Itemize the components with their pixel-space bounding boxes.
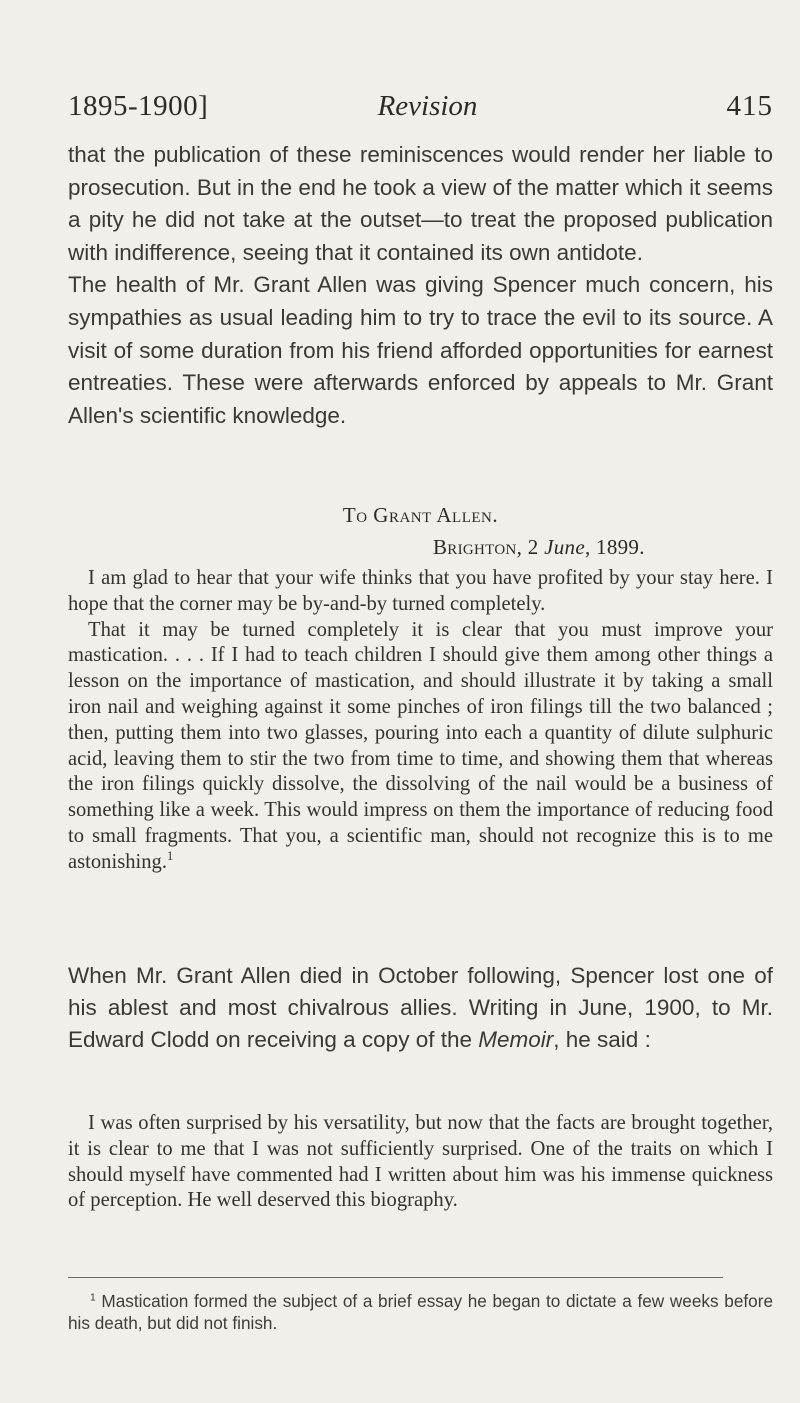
paragraph-text-before: When Mr. Grant Allen died in October following, Spencer lost one of his ablest and most chivalrous allies. Writing in June, 1900, to Mr. Edward Clodd on receiving a copy of the (68, 963, 773, 1052)
dateline-place: Brighton, 2 (433, 535, 545, 559)
letter-body (68, 566, 773, 876)
letter-paragraph-2-text: That it may be turned completely it is clear that you must improve your mastication. . . . If I had to teach children I should give them among other things a lesson on the importance of mastication, and should illustrate it by taking a small iron nail and weighing against it some pinches of iron filings till the two balanced ; then, putting them into two glasses, pouring into each a quantity of dilute sulphuric acid, leaving them to stir the two from time to time, and showing them that whereas the iron filings quickly dissolve, the dissolving of the nail would be a business of something like a week. This would impress on them the importance of reducing food to small fragments. That you, a scientific man, should not recognize this is to me astonishing. (68, 618, 773, 873)
clodd-quotation (68, 1111, 773, 1214)
opening-paragraphs (68, 139, 773, 432)
page-number: 415 (726, 90, 773, 122)
running-head-title: Revision (377, 90, 478, 122)
dateline-month: June (544, 535, 585, 559)
paragraph-text-after: , he said : (553, 1027, 651, 1052)
footnote-reference: 1 (166, 848, 174, 863)
memoir-title: Memoir (478, 1027, 554, 1052)
footnote (68, 1290, 773, 1334)
running-head-years: 1895-1900] (68, 90, 209, 122)
running-head (68, 90, 773, 130)
paragraph-continued: that the publication of these reminiscences would render her liable to prosecution. But in the end he took a view of the matter which it seems a pity he did not take at the outset—to treat the proposed publication with indifference, seeing that it contained its own antidote. (68, 142, 773, 265)
dateline-year: , 1899. (584, 535, 645, 559)
footnote-mark: 1 (90, 1292, 96, 1304)
book-page (68, 0, 773, 1403)
footnote-text: Mastication formed the subject of a brief essay he began to dictate a few weeks before his death, but did not finish. (68, 1291, 773, 1333)
paragraph-grant-allen-health: The health of Mr. Grant Allen was giving Spencer much concern, his sympathies as usual leading him to try to trace the evil to its source. A visit of some duration from his friend afforded opportunities for earnest entreaties. These were afterwards enforced by appeals to Mr. Grant Allen's scientific knowledge. (68, 272, 773, 428)
quotation-text: I was often surprised by his versatility, but now that the facts are brought together, it is clear to me that I was not sufficiently surprised. One of the traits on which I should myself have commented had I written about him was his immense quickness of perception. He well deserved this biography. (68, 1112, 773, 1212)
letter-heading: To Grant Allen. (342, 503, 499, 527)
paragraph-death-of-allen (68, 960, 773, 1056)
footnote-divider (68, 1277, 723, 1278)
letter-paragraph-1: I am glad to hear that your wife thinks that you have profited by your stay here. I hope that the corner may be by-and-by turned completely. (68, 567, 773, 615)
letter-paragraph-2 (68, 618, 773, 876)
